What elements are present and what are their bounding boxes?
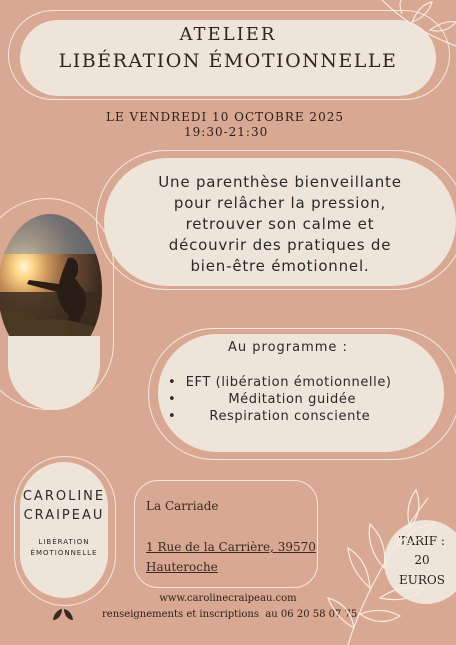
leaf-logo-icon [52, 608, 74, 622]
intro-line: retrouver son calme et [185, 215, 375, 233]
intro-line: découvrir des pratiques de [168, 236, 392, 254]
host-sub-line1: LIBÉRATION [38, 538, 90, 546]
title-line2: LIBÉRATION ÉMOTIONNELLE [58, 50, 398, 72]
programme-title: Au programme : [228, 340, 348, 355]
price-line3: EUROS [399, 573, 445, 587]
branch-decoration-icon [372, 0, 456, 70]
intro-line: bien-être émotionnel. [190, 257, 370, 275]
programme-list [168, 374, 440, 425]
intro-text [110, 172, 450, 277]
intro-line: Une parenthèse bienveillante [158, 173, 402, 191]
list-item: • Méditation guidée [168, 392, 357, 407]
contact-info: renseignements et inscriptions au 06 20 58 07 75 [102, 609, 358, 620]
list-item: • EFT (libération émotionnelle) [168, 375, 392, 390]
host-name-line1: CAROLINE [22, 489, 106, 504]
bullet-icon: • [168, 392, 229, 407]
host-sub-line2: ÉMOTIONNELLE [30, 549, 98, 557]
event-date: LE VENDREDI 10 OCTOBRE 2025 [106, 110, 344, 124]
website-link[interactable]: www.carolinecraipeau.com [159, 593, 297, 604]
host-pill [20, 462, 108, 598]
price-line2: 20 [414, 553, 430, 567]
title-line1: ATELIER [179, 24, 277, 45]
venue-city-link[interactable]: Hauteroche [146, 560, 218, 574]
leaves-decoration-icon [318, 488, 456, 645]
bullet-icon: • [168, 409, 210, 424]
bullet-icon: • [168, 375, 186, 390]
venue-address-link[interactable]: 1 Rue de la Carrière, 39570 [146, 540, 316, 554]
event-time: 19:30-21:30 [184, 125, 269, 139]
intro-line: pour relâcher la pression, [173, 194, 387, 212]
host-name-line2: CRAIPEAU [23, 508, 105, 523]
venue-name: La Carriade [146, 499, 219, 513]
price-line1: TARIF : [399, 534, 445, 548]
list-item: • Respiration consciente [168, 409, 371, 424]
